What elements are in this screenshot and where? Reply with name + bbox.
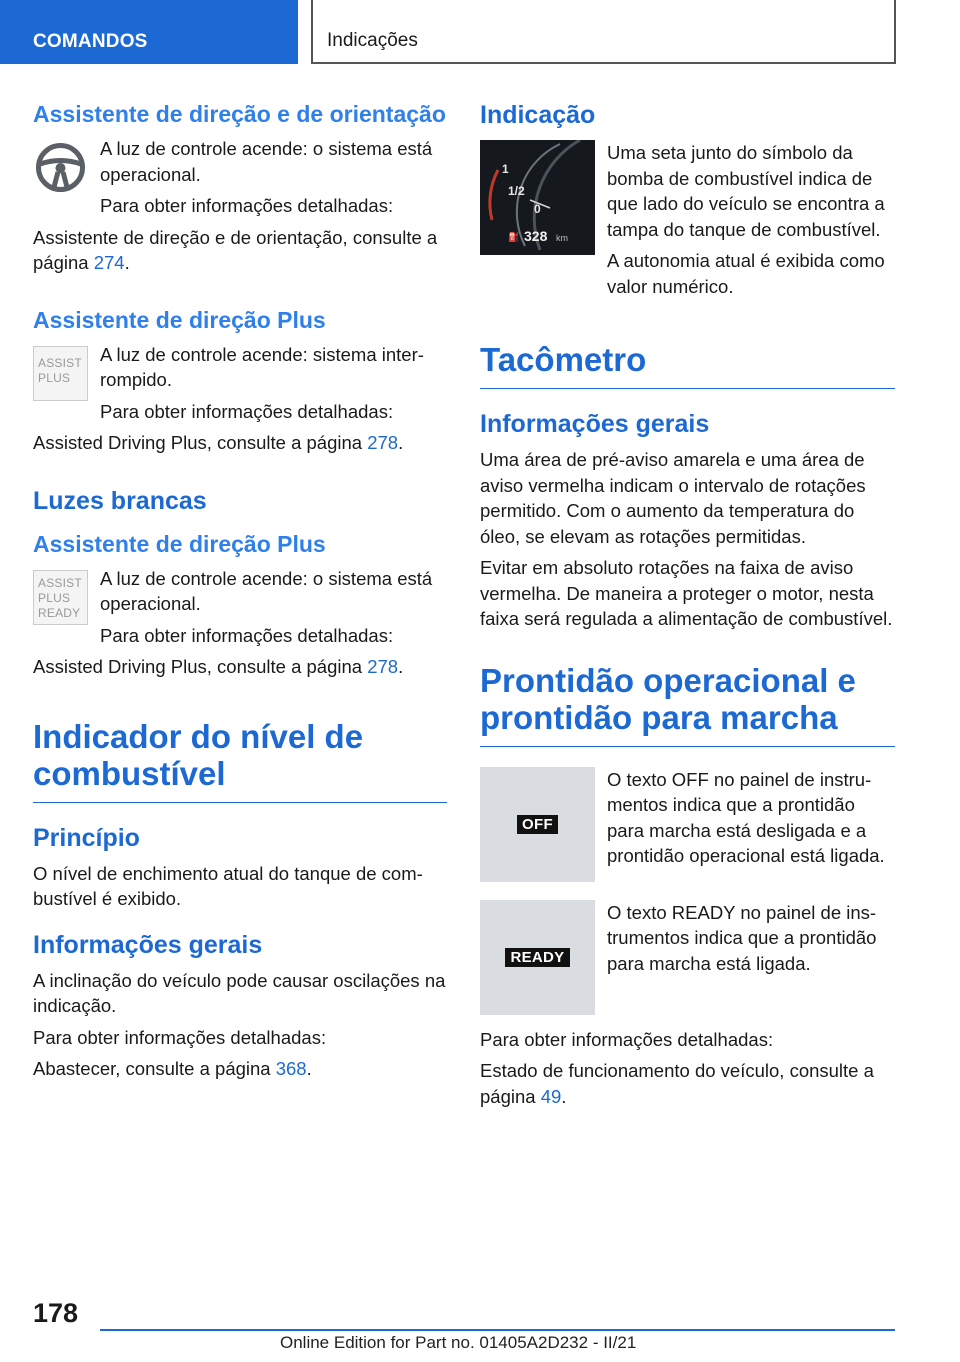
page-link[interactable]: 368 <box>275 1058 307 1079</box>
right-column <box>480 100 895 1115</box>
section-title: Assistente de direção e de orientação <box>33 101 446 127</box>
ready-block <box>480 900 895 1015</box>
assist-plus-block <box>33 342 447 431</box>
paragraph: Estado de funcionamento do veículo, consulte a página 49. <box>480 1060 874 1107</box>
chapter-heading: Indicador do nível de combustível <box>33 718 447 803</box>
paragraph: A luz de controle acende: o sistema está operacional. <box>100 567 433 614</box>
paragraph: Uma seta junto do símbolo da bomba de combustível indica de que lado do veículo se encontra a tampa do tanque de combustível. <box>607 142 885 240</box>
off-block <box>480 767 895 882</box>
section-heading: Luzes brancas <box>33 486 207 515</box>
paragraph: Abastecer, consulte a página 368. <box>33 1058 312 1079</box>
paragraph: A luz de controle acende: o sistema está operacional. <box>100 138 433 185</box>
paragraph: O texto READY no painel de ins-trumentos indica que a prontidão para marcha está ligada. <box>607 901 877 974</box>
paragraph: A luz de controle acende: sistema inter-rompido. <box>100 343 424 390</box>
footer-divider <box>100 1329 895 1331</box>
paragraph: A autonomia atual é exibida como valor numérico. <box>607 250 885 297</box>
chapter-heading: Tacômetro <box>480 341 895 389</box>
section-heading: Princípio <box>33 823 140 852</box>
fuel-gauge-block <box>480 140 895 305</box>
chapter-heading: Prontidão operacional e prontidão para marcha <box>480 662 895 747</box>
section-heading: Indicação <box>480 101 596 129</box>
paragraph: Para obter informações detalhadas: <box>480 1028 774 1050</box>
header-section: COMANDOS <box>0 0 298 64</box>
page-link[interactable]: 274 <box>93 252 125 273</box>
steering-wheel-icon <box>33 140 88 195</box>
edition-text: Online Edition for Part no. 01405A2D232 - II/21 <box>280 1333 637 1352</box>
section-title: Assistente de direção Plus <box>33 306 326 333</box>
section-heading: Informações gerais <box>33 930 263 959</box>
page-link[interactable]: 49 <box>540 1085 562 1107</box>
assist-plus-ready-block <box>33 566 447 655</box>
off-indicator-image <box>480 767 595 882</box>
section-title: Assistente de direção Plus <box>33 530 326 557</box>
fuel-gauge-image: 1 1/2 0 ⛽ 328 km <box>480 140 595 255</box>
steering-block <box>33 136 447 225</box>
paragraph: Evitar em absoluto rotações na faixa de aviso vermelha. De maneira a proteger o motor, nesta faixa será regulada a alimentação de combustível. <box>480 557 893 629</box>
paragraph: A inclinação do veículo pode causar oscilações na indicação. <box>33 969 446 1016</box>
page-link[interactable]: 278 <box>367 432 399 453</box>
page-link[interactable]: 278 <box>367 656 399 677</box>
assist-plus-icon: ASSIST PLUS <box>33 346 88 401</box>
ready-label: READY <box>505 948 569 967</box>
paragraph: Para obter informações detalhadas: <box>33 1026 327 1048</box>
header-title: Indicações <box>311 0 896 64</box>
paragraph: O texto OFF no painel de instru-mentos indica que a prontidão para marcha está desligada e a prontidão operacional está ligada. <box>607 768 885 866</box>
paragraph: Para obter informações detalhadas: <box>100 195 394 216</box>
paragraph: Assisted Driving Plus, consulte a página 278. <box>33 656 404 677</box>
section-heading: Informações gerais <box>480 410 710 438</box>
assist-plus-ready-icon: ASSIST PLUS READY <box>33 570 88 625</box>
paragraph: Para obter informações detalhadas: <box>100 624 394 646</box>
paragraph: Assistente de direção e de orientação, consulte a página 274. <box>33 226 438 273</box>
off-label: OFF <box>517 815 558 834</box>
page-number: 178 <box>33 1298 79 1328</box>
left-column <box>33 100 447 1088</box>
fuel-pump-icon: ⛽ <box>508 232 520 242</box>
paragraph: Uma área de pré-aviso amarela e uma área de aviso vermelha indicam o intervalo de rotações permitido. Com o aumento da temperatura do óleo, se elevam as rotações permitidas. <box>480 449 866 547</box>
paragraph: O nível de enchimento atual do tanque de com-bustível é exibido. <box>33 862 423 909</box>
paragraph: Para obter informações detalhadas: <box>100 400 394 422</box>
paragraph: Assisted Driving Plus, consulte a página 278. <box>33 432 404 453</box>
ready-indicator-image <box>480 900 595 1015</box>
